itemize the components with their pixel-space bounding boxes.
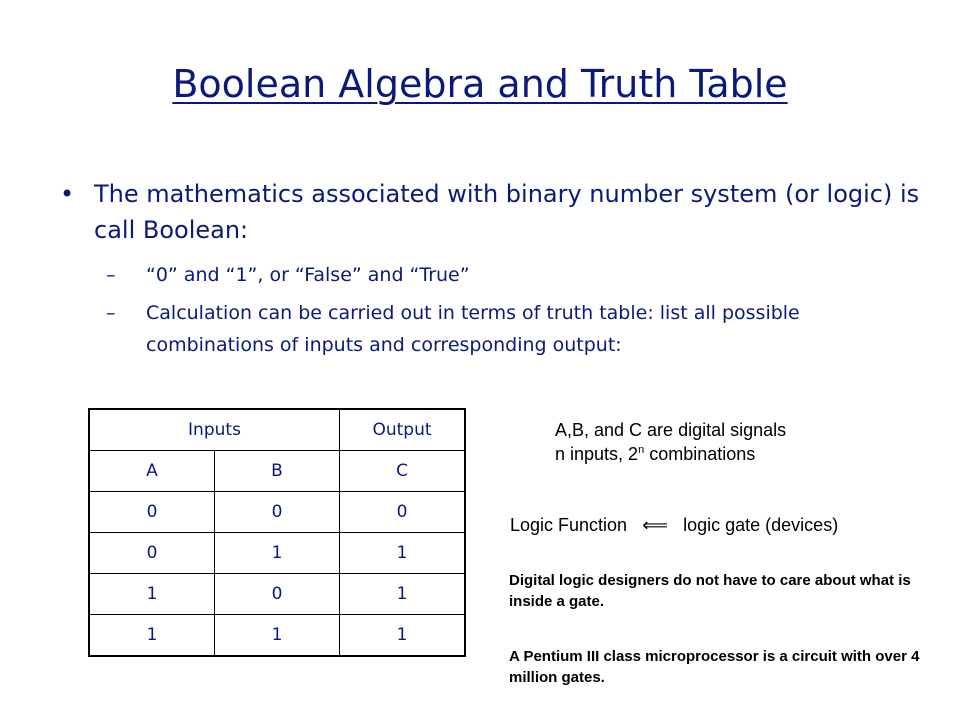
table-header-row xyxy=(89,409,465,451)
table-cell: 0 xyxy=(340,492,466,533)
combinations-line xyxy=(555,442,786,466)
combinations-pre: n inputs, 2 xyxy=(555,444,639,464)
sub-bullet-2-text: Calculation can be carried out in terms of truth table: list all possible combinations of inputs and corresponding output: xyxy=(146,302,800,356)
table-row xyxy=(89,492,465,533)
logic-function-note xyxy=(510,513,838,537)
table-row xyxy=(89,574,465,615)
table-row xyxy=(89,451,465,492)
header-output: Output xyxy=(340,409,466,451)
sub-bullet-1-text: “0” and “1”, or “False” and “True” xyxy=(146,264,470,286)
table-cell: 0 xyxy=(89,533,215,574)
table-cell: B xyxy=(215,451,340,492)
table-cell: 1 xyxy=(340,574,466,615)
main-bullet xyxy=(60,176,920,248)
table-cell: 1 xyxy=(340,533,466,574)
table-cell: 1 xyxy=(89,574,215,615)
table-cell: 1 xyxy=(340,615,466,657)
pentium-note: A Pentium III class microprocessor is a circuit with over 4 million gates. xyxy=(509,648,920,686)
table-cell: C xyxy=(340,451,466,492)
table-cell: A xyxy=(89,451,215,492)
signals-line: A,B, and C are digital signals xyxy=(555,420,787,440)
table-cell: 0 xyxy=(215,492,340,533)
double-left-arrow-icon: ⟸ xyxy=(642,515,668,535)
header-inputs: Inputs xyxy=(89,409,340,451)
table-cell: 1 xyxy=(215,615,340,657)
table-row xyxy=(89,615,465,657)
table-cell: 0 xyxy=(215,574,340,615)
slide-title-text: Boolean Algebra and Truth Table xyxy=(172,62,788,106)
table-cell: 0 xyxy=(89,492,215,533)
logic-gate-label: logic gate (devices) xyxy=(683,515,839,535)
bullet-dot: • xyxy=(60,180,75,208)
sub-bullet-1 xyxy=(106,259,906,291)
truth-table xyxy=(88,408,466,657)
sub-bullet-dash: – xyxy=(106,302,116,324)
combinations-exponent: n xyxy=(638,444,645,456)
slide-title xyxy=(0,62,960,106)
table-cell: 1 xyxy=(89,615,215,657)
sub-bullet-2 xyxy=(106,297,906,361)
signals-note xyxy=(555,418,786,466)
logic-function-label: Logic Function xyxy=(510,515,628,535)
main-bullet-text: The mathematics associated with binary number system (or logic) is call Boolean: xyxy=(94,180,920,244)
table-cell: 1 xyxy=(215,533,340,574)
combinations-post: combinations xyxy=(644,444,756,464)
designers-note: Digital logic designers do not have to care about what is inside a gate. xyxy=(509,572,911,610)
table-row xyxy=(89,533,465,574)
sub-bullet-dash: – xyxy=(106,264,116,286)
